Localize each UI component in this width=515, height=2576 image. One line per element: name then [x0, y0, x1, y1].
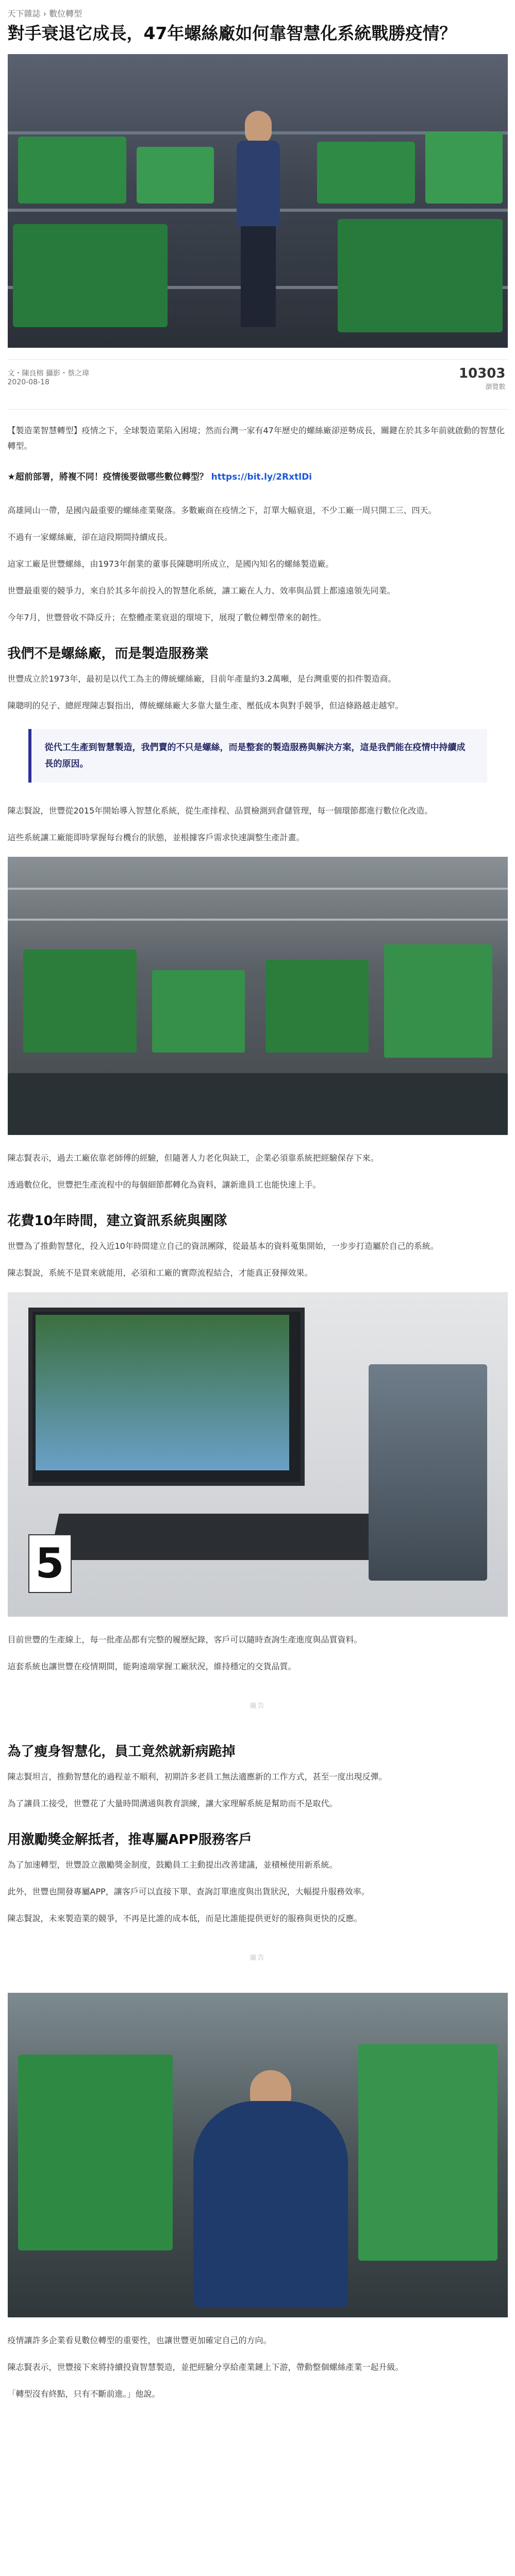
article-container — [8, 0, 508, 2402]
article-info-bar — [8, 359, 508, 410]
paragraph: 陳志賢說，世豐從2015年開始導入智慧化系統，從生產排程、品質檢測到倉儲管理，每一個環節都進行數位化改造。 — [7, 806, 433, 816]
paragraph: 透過數位化，世豐把生產流程中的每個細節都轉化為資料，讓新進員工也能快速上手。 — [7, 1180, 321, 1190]
promo-line — [8, 469, 508, 482]
article-title: 對手衰退它成長，47年螺絲廠如何靠智慧化系統戰勝疫情？ — [7, 23, 457, 43]
lead-paragraph: 【製造業智慧轉型】疫情之下，全球製造業陷入困境；然而台灣一家有47年歷史的螺絲廠卻逆勢成長，關鍵在於其多年前就啟動的智慧化轉型。 — [7, 426, 505, 451]
paragraph-group-1 — [8, 503, 508, 625]
promo-link[interactable]: https://bit.ly/2RxtlDi — [211, 472, 312, 482]
factory-photo — [8, 857, 508, 1135]
paragraph: 今年7月，世豐營收不降反升；在整體產業衰退的環境下，展現了數位轉型帶來的韌性。 — [7, 613, 326, 622]
photographer-link[interactable]: 攝影・蔡之瑋 — [45, 369, 89, 378]
ad-slot-2[interactable]: 廣告 — [250, 1954, 265, 1962]
author-link[interactable]: 文・陳良榕 — [7, 369, 44, 378]
paragraph: 為了加速轉型，世豐設立激勵獎金制度，鼓勵員工主動提出改善建議，並積極使用新系統。 — [7, 1860, 338, 1870]
promo-text: ★超前部署，將複不同！疫情後要做哪些數位轉型？ — [7, 472, 208, 482]
publish-date: 2020-08-18 — [7, 378, 49, 386]
breadcrumb[interactable]: 天下雜誌 › 數位轉型 — [7, 9, 82, 19]
paragraph: 陳志賢說，未來製造業的競爭，不再是比誰的成本低，而是比誰能提供更好的服務與更快的反應。 — [7, 1913, 362, 1923]
paragraph: 此外，世豐也開發專屬APP，讓客戶可以直接下單、查詢訂單進度與出貨狀況，大幅提升服務效率。 — [7, 1887, 370, 1896]
paragraph: 陳志賢說，系統不是買來就能用，必須和工廠的實際流程結合，才能真正發揮效果。 — [7, 1268, 313, 1278]
paragraph: 陳志賢表示，世豐接下來將持續投資智慧製造，並把經驗分享給產業鏈上下游，帶動整個螺絲產業一起升級。 — [7, 2362, 404, 2372]
hero-image — [8, 54, 508, 348]
person-figure — [234, 111, 283, 327]
paragraph: 目前世豐的生產線上，每一批產品都有完整的履歷紀錄，客戶可以隨時查詢生產進度與品質資料。 — [7, 1635, 362, 1645]
section-heading-2: 花費10年時間，建立資訊系統與團隊 — [7, 1213, 227, 1229]
paragraph: 「轉型沒有終點，只有不斷前進。」他說。 — [7, 2389, 160, 2399]
section-heading-4: 用激勵獎金解抵者，推專屬APP服務客戶 — [7, 1832, 252, 1848]
hero-caption — [8, 348, 508, 359]
paragraph: 高雄岡山一帶，是國內最重要的螺絲產業聚落。多數廠商在疫情之下，訂單大幅衰退，不少工廠一周只開工三、四天。 — [7, 505, 437, 515]
view-count: 10303 — [459, 366, 506, 381]
paragraph: 世豐成立於1973年，最初是以代工為主的傳統螺絲廠，目前年產量約3.2萬噸，是台灣重要的扣件製造商。 — [7, 674, 396, 684]
paragraph: 陳聰明的兒子、總經理陳志賢指出，傳統螺絲廠大多靠大量生產、壓低成本與對手競爭，但這條路越走越窄。 — [7, 701, 404, 710]
paragraph: 疫情讓許多企業看見數位轉型的重要性，也讓世豐更加確定自己的方向。 — [7, 2335, 272, 2345]
paragraph: 為了讓員工接受，世豐花了大量時間溝通與教育訓練，讓大家理解系統是幫助而不是取代。 — [7, 1799, 338, 1808]
paragraph: 不過有一家螺絲廠，卻在這段期間持續成長。 — [7, 532, 173, 542]
computer-photo — [8, 1292, 508, 1617]
ad-slot-1[interactable]: 廣告 — [250, 1702, 265, 1710]
paragraph: 陳志賢坦言，推動智慧化的過程並不順利，初期許多老員工無法適應新的工作方式，甚至一度出現反彈。 — [7, 1772, 387, 1782]
paragraph: 世豐最重要的競爭力，來自於其多年前投入的智慧化系統，讓工廠在人力、效率與品質上都遠遠領先同業。 — [7, 586, 395, 596]
pull-quote: 從代工生產到智慧製造，我們賣的不只是螺絲，而是整套的製造服務與解決方案，這是我們能在疫情中持續成長的原因。 — [28, 729, 487, 783]
article-body — [8, 423, 508, 2402]
worker-photo — [8, 1993, 508, 2317]
section-heading-3: 為了瘦身智慧化，員工竟然就新病跪掉 — [7, 1744, 236, 1759]
paragraph: 陳志賢表示，過去工廠依靠老師傅的經驗，但隨著人力老化與缺工，企業必須靠系統把經驗保存下來。 — [7, 1153, 379, 1163]
view-count-label: 瀏覽數 — [485, 383, 506, 391]
paragraph: 這些系統讓工廠能即時掌握每台機台的狀態，並根據客戶需求快速調整生產計畫。 — [7, 833, 305, 842]
number-sign: 5 — [28, 1534, 72, 1593]
paragraph: 這家工廠是世豐螺絲，由1973年創業的董事長陳聰明所成立，是國內知名的螺絲製造廠。 — [7, 559, 334, 569]
paragraph: 世豐為了推動智慧化，投入近10年時間建立自己的資訊團隊，從最基本的資料蒐集開始，一步步打造屬於自己的系統。 — [7, 1241, 439, 1251]
section-heading-1: 我們不是螺絲廠，而是製造服務業 — [7, 646, 209, 662]
paragraph: 這套系統也讓世豐在疫情期間，能夠遠端掌握工廠狀況，維持穩定的交貨品質。 — [7, 1662, 296, 1671]
